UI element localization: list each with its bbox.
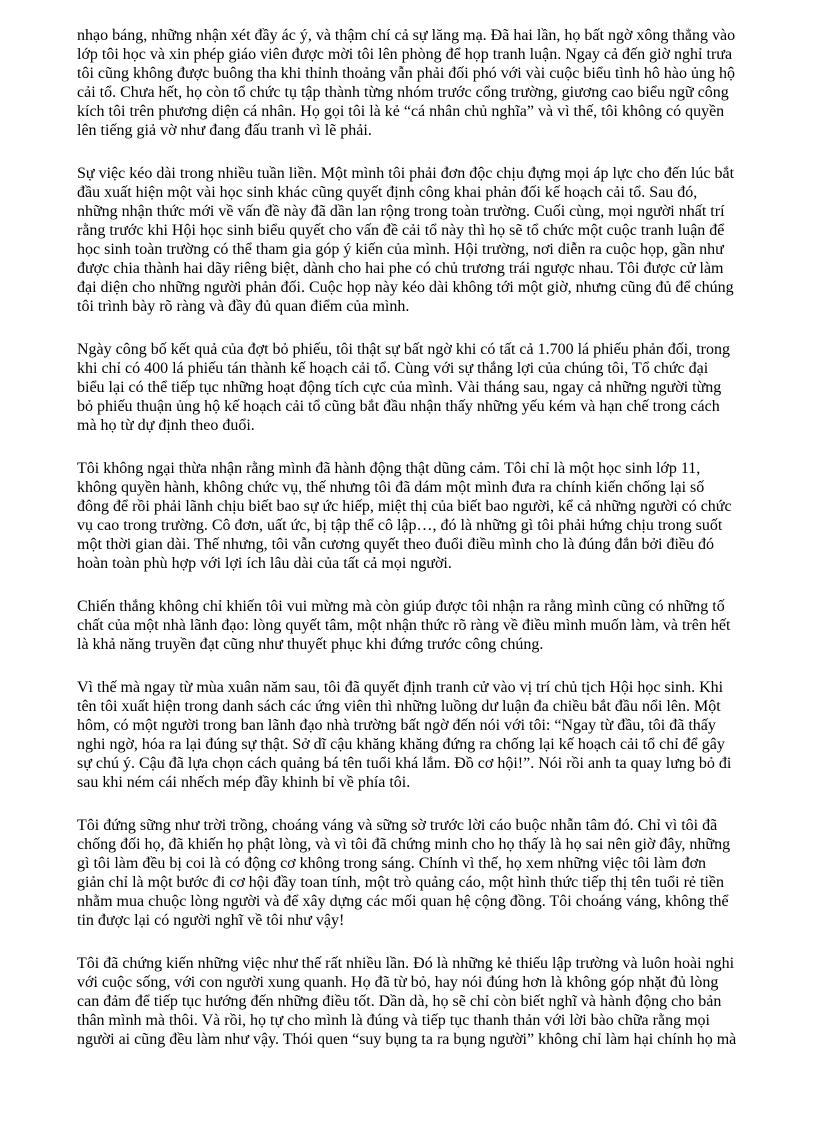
- paragraph-8: Tôi đã chứng kiến những việc như thế rất nhiều lần. Đó là những kẻ thiếu lập trường và luôn hoài nghi với cuộc sống, với con người xung quanh. Họ đã từ bỏ, hay nói đúng hơn là không góp nhặt đủ lòng can đảm để tiếp tục hướng đến những điều tốt. Dần dà, họ sẽ chỉ còn biết nghĩ và hành động cho bản thân mình mà thôi. Và rồi, họ tự cho mình là đúng và tiếp tục thanh thản với lời bào chữa rằng mọi người ai cũng đều làm như vậy. Thói quen “suy bụng ta ra bụng người” không chỉ làm hại chính họ mà: [77, 955, 737, 1048]
- paragraph-7: Tôi đứng sững như trời trồng, choáng váng và sững sờ trước lời cáo buộc nhẫn tâm đó. Chỉ vì tôi đã chống đối họ, đã khiến họ phật lòng, và vì tôi đã chứng minh cho họ thấy là họ sai nên giờ đây, những gì tôi làm đều bị coi là có động cơ không trong sáng. Chính vì thế, họ xem những việc tôi làm đơn giản chỉ là một bước đi cơ hội đầy toan tính, một trò quảng cáo, một hình thức tiếp thị tên tuổi rẻ tiền nhằm mua chuộc lòng người và để xây dựng các mối quan hệ cộng đồng. Tôi choáng váng, không thể tin được lại có người nghĩ về tôi như vậy!: [77, 817, 731, 929]
- paragraph-6: Vì thế mà ngay từ mùa xuân năm sau, tôi đã quyết định tranh cử vào vị trí chủ tịch Hội học sinh. Khi tên tôi xuất hiện trong danh sách các ứng viên thì những luồng dư luận đa chiều bắt đầu nổi lên. Một hôm, có một người trong ban lãnh đạo nhà trường bất ngờ đến nói với tôi: “Ngay từ đầu, tôi đã thấy nghi ngờ, hóa ra lại đúng sự thật. Sở dĩ cậu khăng khăng đứng ra chống lại kế hoạch cải tổ chỉ để gây sự chú ý. Cậu đã lựa chọn cách quảng bá tên tuổi khá lắm. Đồ cơ hội!”. Nói rồi anh ta quay lưng bỏ đi sau khi ném cái nhếch mép đầy khinh bỉ về phía tôi.: [77, 679, 732, 791]
- document-page: [77, 26, 737, 1073]
- paragraph-3: Ngày công bố kết quả của đợt bỏ phiếu, tôi thật sự bất ngờ khi có tất cả 1.700 lá phiếu phản đối, trong khi chỉ có 400 lá phiếu tán thành kế hoạch cải tổ. Cùng với sự thắng lợi của chúng tôi, Tổ chức đại biểu lại có thể tiếp tục những hoạt động tích cực của mình. Vài tháng sau, ngay cả những người từng bỏ phiếu thuận ủng hộ kế hoạch cải tổ cũng bắt đầu nhận thấy những yếu kém và hạn chế trong cách mà họ từ dự định theo đuổi.: [77, 341, 731, 434]
- paragraph-2: Sự việc kéo dài trong nhiều tuần liền. Một mình tôi phải đơn độc chịu đựng mọi áp lực cho đến lúc bắt đầu xuất hiện một vài học sinh khác cũng quyết định công khai phản đối kế hoạch cải tổ. Sau đó, những nhận thức mới về vấn đề này đã dần lan rộng trong toàn trường. Cuối cùng, mọi người nhất trí rằng trước khi Hội học sinh biểu quyết cho vấn đề cải tổ này thì họ sẽ tổ chức một cuộc tranh luận để học sinh toàn trường có thể tham gia góp ý kiến của mình. Hội trường, nơi diễn ra cuộc họp, gần như được chia thành hai dãy riêng biệt, dành cho hai phe có chủ trương trái ngược nhau. Tôi được cử làm đại diện cho những người phản đối. Cuộc họp này kéo dài không tới một giờ, nhưng cũng đủ để chúng tôi trình bày rõ ràng và đầy đủ quan điểm của mình.: [77, 165, 735, 315]
- paragraph-1: nhạo báng, những nhận xét đầy ác ý, và thậm chí cả sự lăng mạ. Đã hai lần, họ bất ngờ xông thẳng vào lớp tôi học và xin phép giáo viên được mời tôi lên phòng để họp tranh luận. Ngay cả đến giờ nghỉ trưa tôi cũng không được buông tha khi thỉnh thoảng vẫn phải đối phó với vài cuộc biểu tình hô hào ủng hộ cải tổ. Chưa hết, họ còn tổ chức tụ tập thành từng nhóm trước cổng trường, giương cao biểu ngữ công kích tôi trên phương diện cá nhân. Họ gọi tôi là kẻ “cá nhân chủ nghĩa” và vì thế, tôi không có quyền lên tiếng giả vờ như đang đấu tranh vì lẽ phải.: [77, 27, 736, 139]
- paragraph-5: Chiến thắng không chỉ khiến tôi vui mừng mà còn giúp được tôi nhận ra rằng mình cũng có những tố chất của một nhà lãnh đạo: lòng quyết tâm, một nhận thức rõ ràng về điều mình muốn làm, và trên hết là khả năng truyền đạt cũng như thuyết phục khi đứng trước công chúng.: [77, 598, 731, 653]
- paragraph-4: Tôi không ngại thừa nhận rằng mình đã hành động thật dũng cảm. Tôi chỉ là một học sinh lớp 11, không quyền hành, không chức vụ, thế nhưng tôi đã dám một mình đưa ra chính kiến chống lại số đông để rồi phải lãnh chịu biết bao sự ức hiếp, miệt thị của biết bao người, kể cả những người có chức vụ cao trong trường. Cô đơn, uất ức, bị tập thể cô lập…, đó là những gì tôi phải hứng chịu trong suốt một thời gian dài. Thế nhưng, tôi vẫn cương quyết theo đuổi điều mình cho là đúng đắn bởi điều đó hoàn toàn phù hợp với lợi ích lâu dài của tất cả mọi người.: [77, 460, 732, 572]
